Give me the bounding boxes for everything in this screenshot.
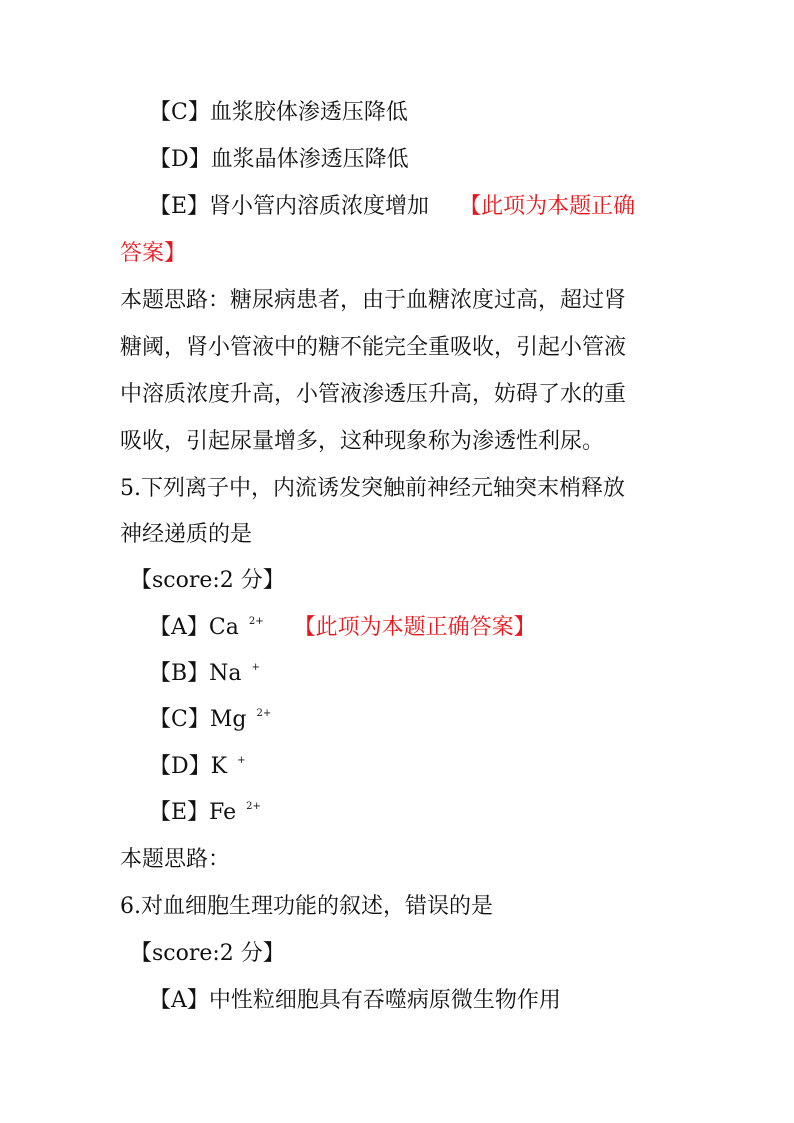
q5-option-c-charge: 2+ xyxy=(256,708,272,719)
q4-analysis-line-4: 吸收，引起尿量增多，这种现象称为渗透性利尿。 xyxy=(120,429,605,454)
q4-option-e-text: 【E】肾小管内溶质浓度增加 xyxy=(149,194,430,219)
q5-option-a-charge: 2+ xyxy=(248,616,264,627)
q6-option-a: 【A】中性粒细胞具有吞噬病原微生物作用 xyxy=(149,988,561,1013)
q6-score: 【score:2 分】 xyxy=(130,941,285,966)
q5-analysis: 本题思路： xyxy=(120,847,231,872)
q5-option-b-label: 【B】Na xyxy=(149,661,242,686)
q5-option-a xyxy=(149,614,536,642)
q4-option-e xyxy=(149,193,635,221)
q6-question: 6.对血细胞生理功能的叙述，错误的是 xyxy=(120,894,493,919)
q4-option-c: 【C】血浆胶体渗透压降低 xyxy=(149,100,408,125)
q5-option-d-label: 【D】K xyxy=(149,754,228,779)
correct-answer-mark-continued: 答案】 xyxy=(120,241,187,266)
q4-option-d: 【D】血浆晶体渗透压降低 xyxy=(149,147,409,172)
q4-analysis-line-2: 糖阈，肾小管液中的糖不能完全重吸收，引起小管液 xyxy=(120,335,627,360)
q5-option-e-charge: 2+ xyxy=(246,801,261,812)
q5-score: 【score:2 分】 xyxy=(130,568,285,593)
q5-option-d-charge: + xyxy=(237,755,246,766)
q5-option-e xyxy=(149,799,261,827)
correct-answer-mark: 【此项为本题正确答案】 xyxy=(293,615,536,640)
q5-option-b xyxy=(149,660,260,688)
q5-option-c-label: 【C】Mg xyxy=(149,707,247,732)
q5-option-b-charge: + xyxy=(251,662,260,673)
q5-option-d xyxy=(149,753,245,781)
q4-analysis-line-1: 本题思路：糖尿病患者，由于血糖浓度过高，超过肾 xyxy=(120,288,627,313)
correct-answer-mark: 【此项为本题正确 xyxy=(459,194,636,219)
q5-option-c xyxy=(149,706,271,734)
q5-option-a-label: 【A】Ca xyxy=(149,615,239,640)
q4-analysis-line-3: 中溶质浓度升高，小管液渗透压升高，妨碍了水的重 xyxy=(120,382,627,407)
q5-question-line-1: 5.下列离子中，内流诱发突触前神经元轴突末梢释放 xyxy=(120,476,625,501)
q5-option-e-label: 【E】Fe xyxy=(149,800,237,825)
q5-question-line-2: 神经递质的是 xyxy=(120,522,253,547)
